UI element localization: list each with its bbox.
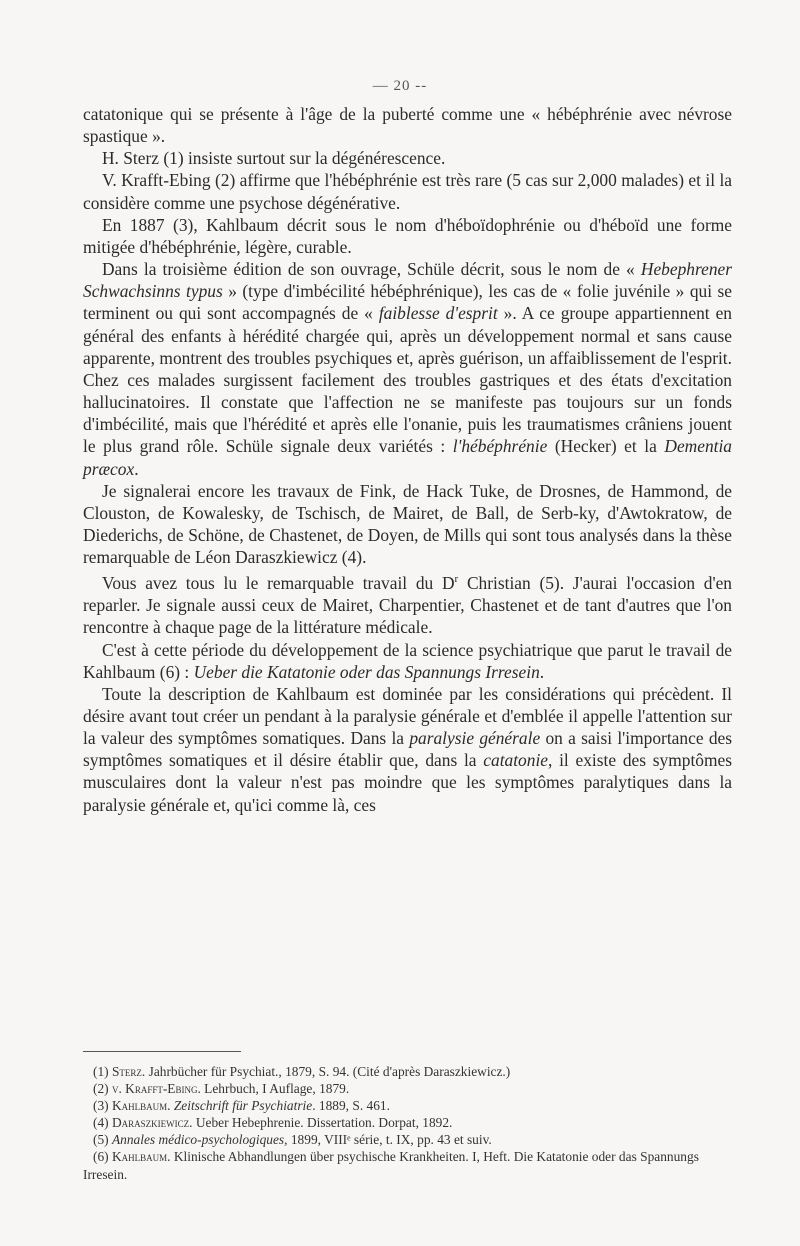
paragraph-1: catatonique qui se présente à l'âge de la puberté comme une « hébéphrénie avec névrose spastique ». (83, 104, 732, 147)
footnote-divider (83, 1051, 241, 1052)
paragraph-5: Dans la troisième édition de son ouvrage, Schüle décrit, sous le nom de « Hebephrener Schwachsinns typus » (type d'imbécilité hébéphrénique), les cas de « folie juvénile » qui se terminent ou qui sont accompagnés de « faiblesse d'esprit ». A ce groupe appartiennent en général des enfants à hérédité chargée qui, après un développement normal et sans cause apparente, montrent des troubles psychiques et, après guérison, un affaiblissement de l'esprit. Chez ces malades surgissent facilement des troubles gastriques et des états d'excitation hallucinatoires. Il constate que l'affection ne se manifeste pas toujours sur un fonds d'imbécilité, mais que l'hérédité et après elle l'onanie, puis les traumatismes crâniens jouent le plus grand rôle. Schüle signale deux variétés : l'hébéphrénie (Hecker) et la Dementia præcox. (83, 259, 733, 479)
paragraph-7: Vous avez tous lu le remarquable travail du $D^r$ Christian (5). J'aurai l'occasion d'en reparler. Je signale aussi ceux de Mairet, Charpentier, Chastenet et de tant d'autres que l'on rencontre à chaque page de la littérature médicale. (83, 573, 732, 638)
page-number: — 20 -- (372, 78, 428, 94)
paragraph-4: En 1887 (3), Kahlbaum décrit sous le nom d'héboïdophrénie ou d'héboïd une forme mitigée d'hébéphrénie, légère, curable. (83, 214, 732, 257)
footnote-3: (3) Kahlbaum. Zeitschrift für Psychiatrie. 1889, S. 461. (93, 1098, 390, 1114)
footnote-1: (1) Sterz. Jahrbücher für Psychiat., 1879, S. 94. (Cité d'après Daraszkiewicz.) (93, 1064, 511, 1079)
footnotes (83, 1063, 732, 1183)
footnote-4: (4) Daraszkiewicz. Ueber Hebephrenie. Dissertation. Dorpat, 1892. (93, 1115, 453, 1131)
footnote-5: (5) Annales médico-psychologiques, 1899, VIIIᵉ série, t. IX, pp. 43 et suiv. (93, 1132, 492, 1148)
paragraph-6: Je signalerai encore les travaux de Fink, de Hack Tuke, de Drosnes, de Hammond, de Clouston, de Kowalesky, de Tschisch, de Mairet, de Ball, de Serb-ky, d'Awtokratow, de Diederichs, de Schöne, de Chastenet, de Doyen, de Mills qui sont tous analysés dans la thèse remarquable de Léon Daraszkiewicz (4). (83, 480, 732, 568)
footnote-6: (6) Kahlbaum. Klinische Abhandlungen über psychische Krankheiten. I, Heft. Die Katatonie oder das Spannungs Irresein. (83, 1149, 699, 1182)
paragraph-3: V. Krafft-Ebing (2) affirme que l'hébéphrénie est très rare (5 cas sur 2,000 malades) et il la considère comme une psychose dégénérative. (83, 170, 732, 213)
footnote-2: (2) v. Krafft-Ebing. Lehrbuch, I Auflage, 1879. (93, 1081, 350, 1097)
paragraph-9: Toute la description de Kahlbaum est dominée par les considérations qui précèdent. Il désire avant tout créer un pendant à la paralysie générale et d'emblée il appelle l'attention sur la valeur des symptômes somatiques. Dans la paralysie générale on a saisi l'importance des symptômes somatiques et il désire établir que, dans la catatonie, il existe des symptômes musculaires dont la valeur n'est pas moindre que les symptômes paralytiques dans la paralysie générale et, qu'ici comme là, ces (83, 683, 733, 815)
paragraph-8: C'est à cette période du développement de la science psychiatrique que parut le travail de Kahlbaum (6) : Ueber die Katatonie oder das Spannungs Irresein. (83, 639, 732, 682)
paragraph-2: H. Sterz (1) insiste surtout sur la dégénérescence. (102, 148, 446, 169)
main-text (83, 103, 732, 816)
